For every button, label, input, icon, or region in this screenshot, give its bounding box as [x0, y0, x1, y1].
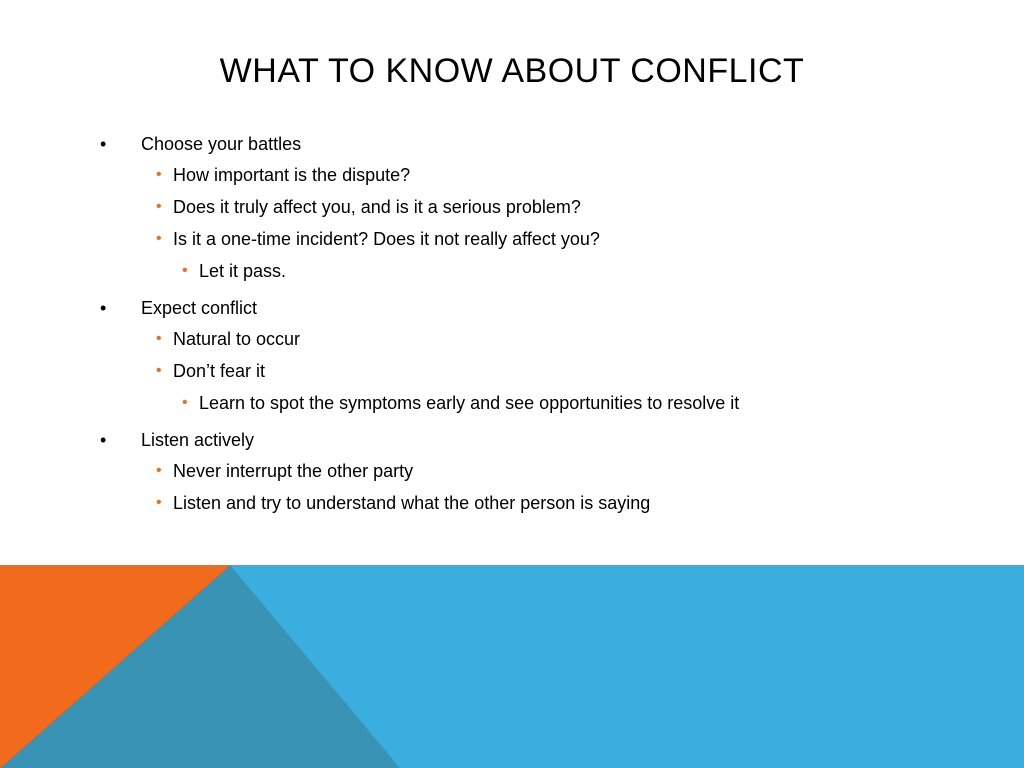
- footer-decoration: [0, 565, 1024, 768]
- bullet-icon: •: [156, 462, 162, 479]
- list-item-text: Don’t fear it: [173, 361, 266, 381]
- list-item-text: Listen and try to understand what the other person is saying: [173, 493, 651, 513]
- bullet-icon: •: [100, 298, 107, 318]
- list-item-level2: [100, 323, 980, 355]
- list-item-level2: [100, 355, 980, 387]
- slide-title: WHAT TO KNOW ABOUT CONFLICT: [219, 52, 805, 90]
- bullet-icon: •: [156, 362, 162, 379]
- list-item-text: How important is the dispute?: [173, 165, 411, 185]
- list-item-level3: [100, 387, 980, 419]
- bullet-icon: •: [182, 394, 188, 411]
- section-heading: Listen actively: [141, 430, 255, 450]
- bullet-list: [100, 129, 980, 525]
- bullet-icon: •: [156, 198, 162, 215]
- list-item-level2: [100, 223, 980, 255]
- bullet-icon: •: [156, 494, 162, 511]
- list-item-level2: [100, 487, 980, 519]
- list-item-text: Never interrupt the other party: [173, 461, 414, 481]
- bullet-icon: •: [182, 262, 188, 279]
- bullet-icon: •: [156, 330, 162, 347]
- bullet-icon: •: [156, 166, 162, 183]
- list-item-text: Is it a one-time incident? Does it not really affect you?: [173, 229, 600, 249]
- list-item-level3: [100, 255, 980, 287]
- bullet-icon: •: [100, 134, 107, 154]
- section-choose-your-battles: [100, 129, 980, 287]
- bullet-icon: •: [100, 430, 107, 450]
- section-listen-actively: [100, 425, 980, 519]
- section-heading: Choose your battles: [141, 134, 302, 154]
- section-expect-conflict: [100, 293, 980, 419]
- bullet-icon: •: [156, 230, 162, 247]
- list-item-text: Does it truly affect you, and is it a serious problem?: [173, 197, 581, 217]
- list-item-level1: [100, 293, 980, 323]
- list-item-level2: [100, 159, 980, 191]
- section-heading: Expect conflict: [141, 298, 258, 318]
- list-item-text: Learn to spot the symptoms early and see opportunities to resolve it: [199, 393, 740, 413]
- list-item-text: Natural to occur: [173, 329, 301, 349]
- list-item-level2: [100, 455, 980, 487]
- list-item-text: Let it pass.: [199, 261, 287, 281]
- list-item-level1: [100, 425, 980, 455]
- list-item-level1: [100, 129, 980, 159]
- list-item-level2: [100, 191, 980, 223]
